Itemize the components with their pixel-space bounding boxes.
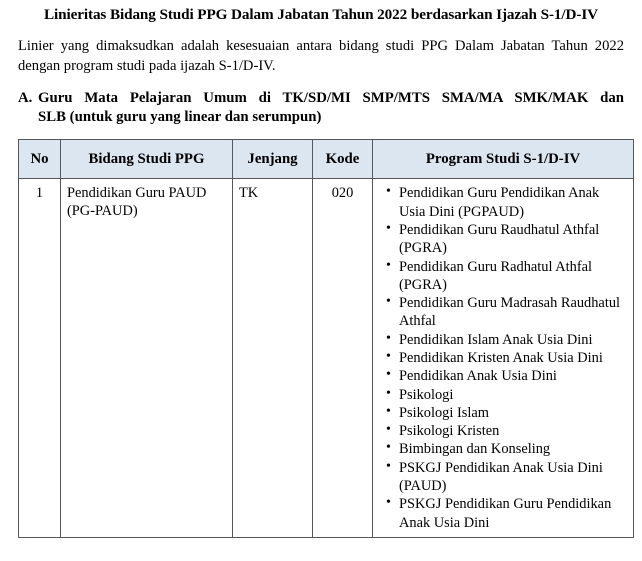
list-item: • Pendidikan Guru Madrasah Raudhatul Athfal [399,294,627,331]
list-item: • Pendidikan Islam Anak Usia Dini [399,331,627,349]
list-item: • Pendidikan Guru Raudhatul Athfal (PGRA) [399,221,627,258]
column-header-program-studi: Program Studi S-1/D-IV [373,140,634,179]
document-page [0,6,642,561]
column-header-no: No [19,140,61,179]
table-header-row [19,140,634,179]
intro-paragraph: Linier yang dimaksudkan adalah kesesuaian antara bidang studi PPG Dalam Jabatan Tahun 2022 dengan program studi pada ijazah S-1/D-IV. [18,38,624,74]
table-header [19,140,634,179]
program-studi-list [379,184,627,531]
list-item: • Psikologi Kristen [399,422,627,440]
cell-bidang-studi: Pendidikan Guru PAUD (PG-PAUD) [61,179,233,537]
section-heading-text [38,89,624,127]
column-header-jenjang: Jenjang [233,140,313,179]
list-item: • PSKGJ Pendidikan Anak Usia Dini (PAUD) [399,459,627,496]
column-header-bidang-studi: Bidang Studi PPG [61,140,233,179]
table-row [19,179,634,537]
list-item: • Pendidikan Kristen Anak Usia Dini [399,349,627,367]
cell-kode: 020 [313,179,373,537]
section-letter: A. [18,89,33,106]
list-item: • Psikologi Islam [399,404,627,422]
list-item: • Psikologi [399,386,627,404]
list-item: • Pendidikan Anak Usia Dini [399,367,627,385]
list-item: • Pendidikan Guru Pendidikan Anak Usia Dini (PGPAUD) [399,184,627,221]
section-heading-line-1: Guru Mata Pelajaran Umum di TK/SD/MI SMP/MTS SMA/MA SMK/MAK dan [38,89,624,106]
list-item: • Bimbingan dan Konseling [399,440,627,458]
list-item: • Pendidikan Guru Radhatul Athfal (PGRA) [399,258,627,295]
page-title: Linieritas Bidang Studi PPG Dalam Jabatan Tahun 2022 berdasarkan Ijazah S-1/D-IV [43,6,599,23]
linieritas-table [18,139,634,537]
cell-jenjang: TK [233,179,313,537]
section-heading-line-2: SLB (untuk guru yang linear dan serumpun) [38,109,322,126]
cell-program-studi [373,179,634,537]
table-body [19,179,634,537]
cell-no: 1 [19,179,61,537]
list-item: • PSKGJ Pendidikan Guru Pendidikan Anak Usia Dini [399,495,627,532]
section-heading-a [18,89,624,127]
column-header-kode: Kode [313,140,373,179]
